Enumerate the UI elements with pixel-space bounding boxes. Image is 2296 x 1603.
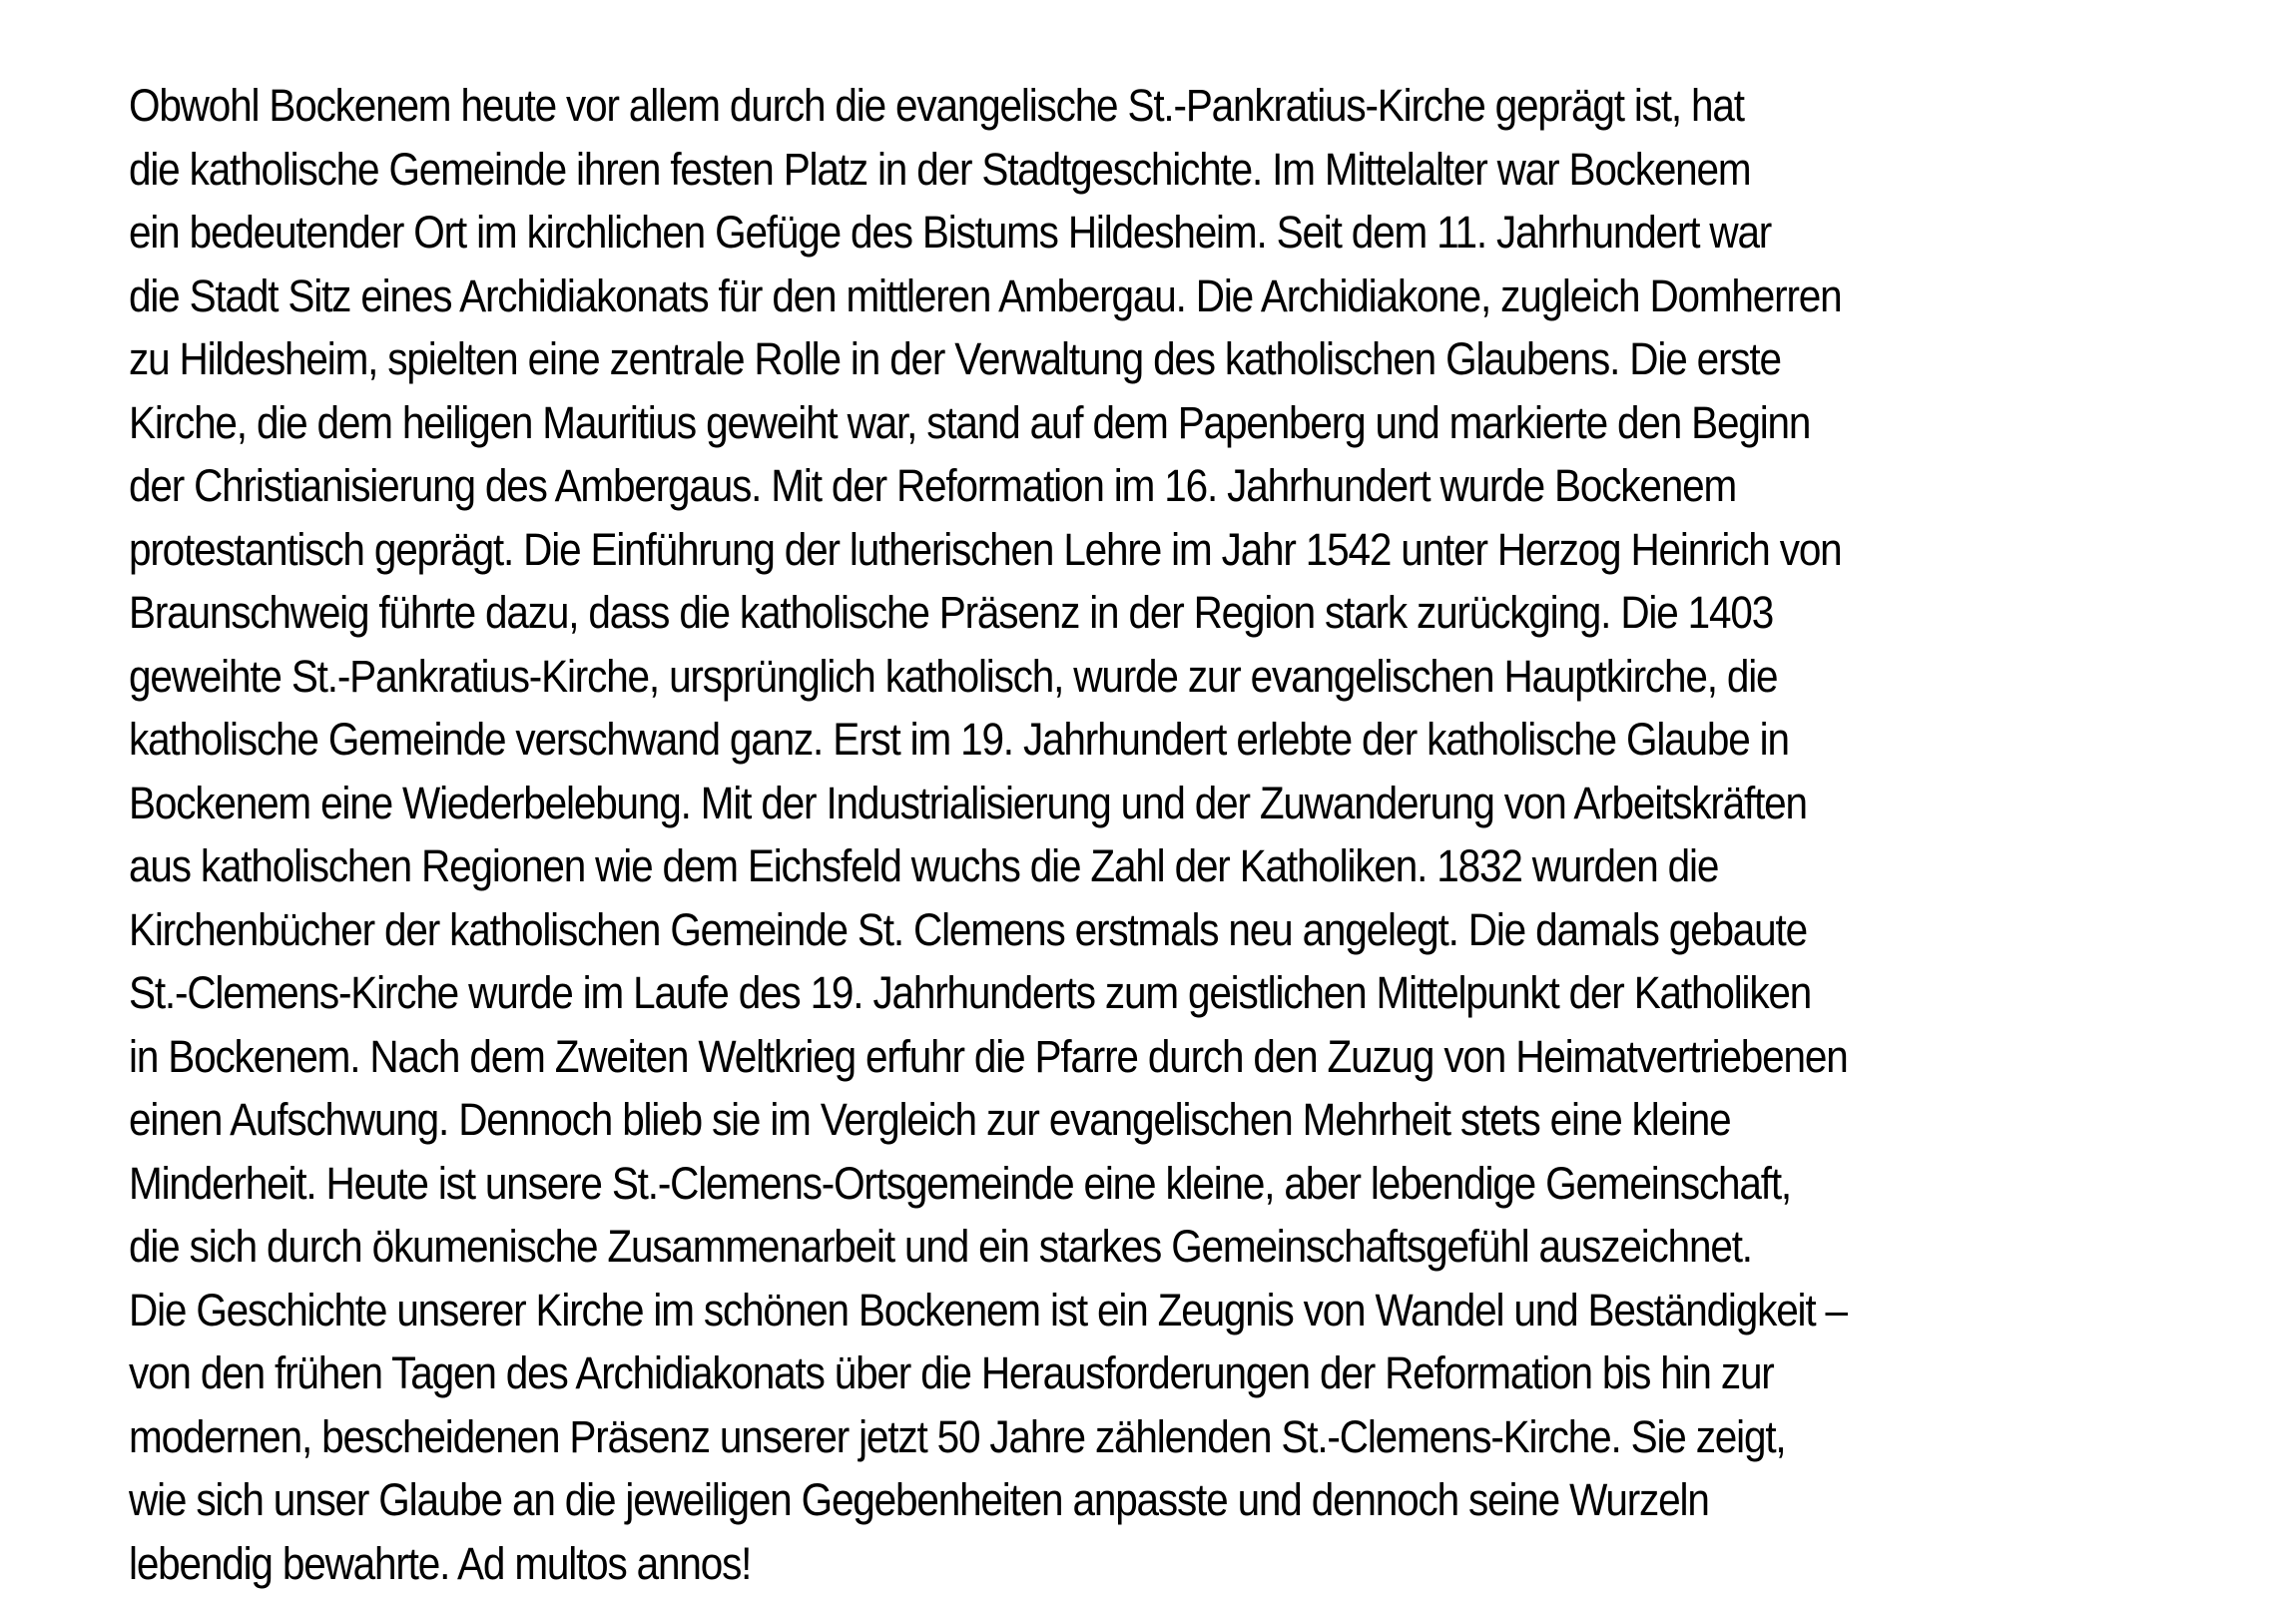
text-line: wie sich unser Glaube an die jeweiligen Gegebenheiten anpasste und dennoch seine Wurzeln [129, 1474, 1709, 1525]
text-line: geweihte St.-Pankratius-Kirche, ursprünglich katholisch, wurde zur evangelischen Hauptkirche, die [129, 650, 1778, 702]
text-line: die katholische Gemeinde ihren festen Platz in der Stadtgeschichte. Im Mittelalter war Bockenem [129, 143, 1751, 195]
text-line: zu Hildesheim, spielten eine zentrale Rolle in der Verwaltung des katholischen Glaubens. Die erste [129, 333, 1781, 384]
text-line: in Bockenem. Nach dem Zweiten Weltkrieg erfuhr die Pfarre durch den Zuzug von Heimatvertriebenen [129, 1030, 1848, 1082]
text-line: Braunschweig führte dazu, dass die katholische Präsenz in der Region stark zurückging. Die 1403 [129, 587, 1774, 638]
text-line: von den frühen Tagen des Archidiakonats über die Herausforderungen der Reformation bis hin zur [129, 1347, 1774, 1398]
text-line: der Christianisierung des Ambergaus. Mit der Reformation im 16. Jahrhundert wurde Bockenem [129, 460, 1737, 511]
text-line: einen Aufschwung. Dennoch blieb sie im Vergleich zur evangelischen Mehrheit stets eine kleine [129, 1094, 1731, 1145]
text-line: die Stadt Sitz eines Archidiakonats für den mittleren Ambergau. Die Archidiakone, zugleich Domherren [129, 269, 1842, 321]
text-line: protestantisch geprägt. Die Einführung der lutherischen Lehre im Jahr 1542 unter Herzog Heinrich von [129, 523, 1842, 575]
text-line: katholische Gemeinde verschwand ganz. Erst im 19. Jahrhundert erlebte der katholische Glaube in [129, 714, 1789, 765]
text-line: ein bedeutender Ort im kirchlichen Gefüge des Bistums Hildesheim. Seit dem 11. Jahrhundert war [129, 207, 1772, 258]
text-line: lebendig bewahrte. Ad multos annos! [129, 1537, 752, 1589]
text-line: Bockenem eine Wiederbelebung. Mit der Industrialisierung und der Zuwanderung von Arbeitskräften [129, 777, 1807, 828]
text-line: St.-Clemens-Kirche wurde im Laufe des 19. Jahrhunderts zum geistlichen Mittelpunkt der Katholiken [129, 967, 1812, 1018]
text-line: die sich durch ökumenische Zusammenarbeit und ein starkes Gemeinschaftsgefühl auszeichnet. [129, 1221, 1752, 1272]
text-line: Kirchenbücher der katholischen Gemeinde St. Clemens erstmals neu angelegt. Die damals gebaute [129, 903, 1807, 955]
text-line: Obwohl Bockenem heute vor allem durch die evangelische St.-Pankratius-Kirche geprägt ist, hat [129, 80, 1744, 131]
text-line: aus katholischen Regionen wie dem Eichsfeld wuchs die Zahl der Katholiken. 1832 wurden die [129, 840, 1719, 891]
text-line: Die Geschichte unserer Kirche im schönen Bockenem ist ein Zeugnis von Wandel und Beständigkeit – [129, 1284, 1847, 1336]
text-line: Kirche, die dem heiligen Mauritius geweiht war, stand auf dem Papenberg und markierte den Beginn [129, 396, 1811, 448]
text-line: modernen, bescheidenen Präsenz unserer jetzt 50 Jahre zählenden St.-Clemens-Kirche. Sie zeigt, [129, 1410, 1786, 1462]
body-text [129, 74, 2033, 1595]
text-line: Minderheit. Heute ist unsere St.-Clemens-Ortsgemeinde eine kleine, aber lebendige Gemeinschaft, [129, 1157, 1792, 1209]
